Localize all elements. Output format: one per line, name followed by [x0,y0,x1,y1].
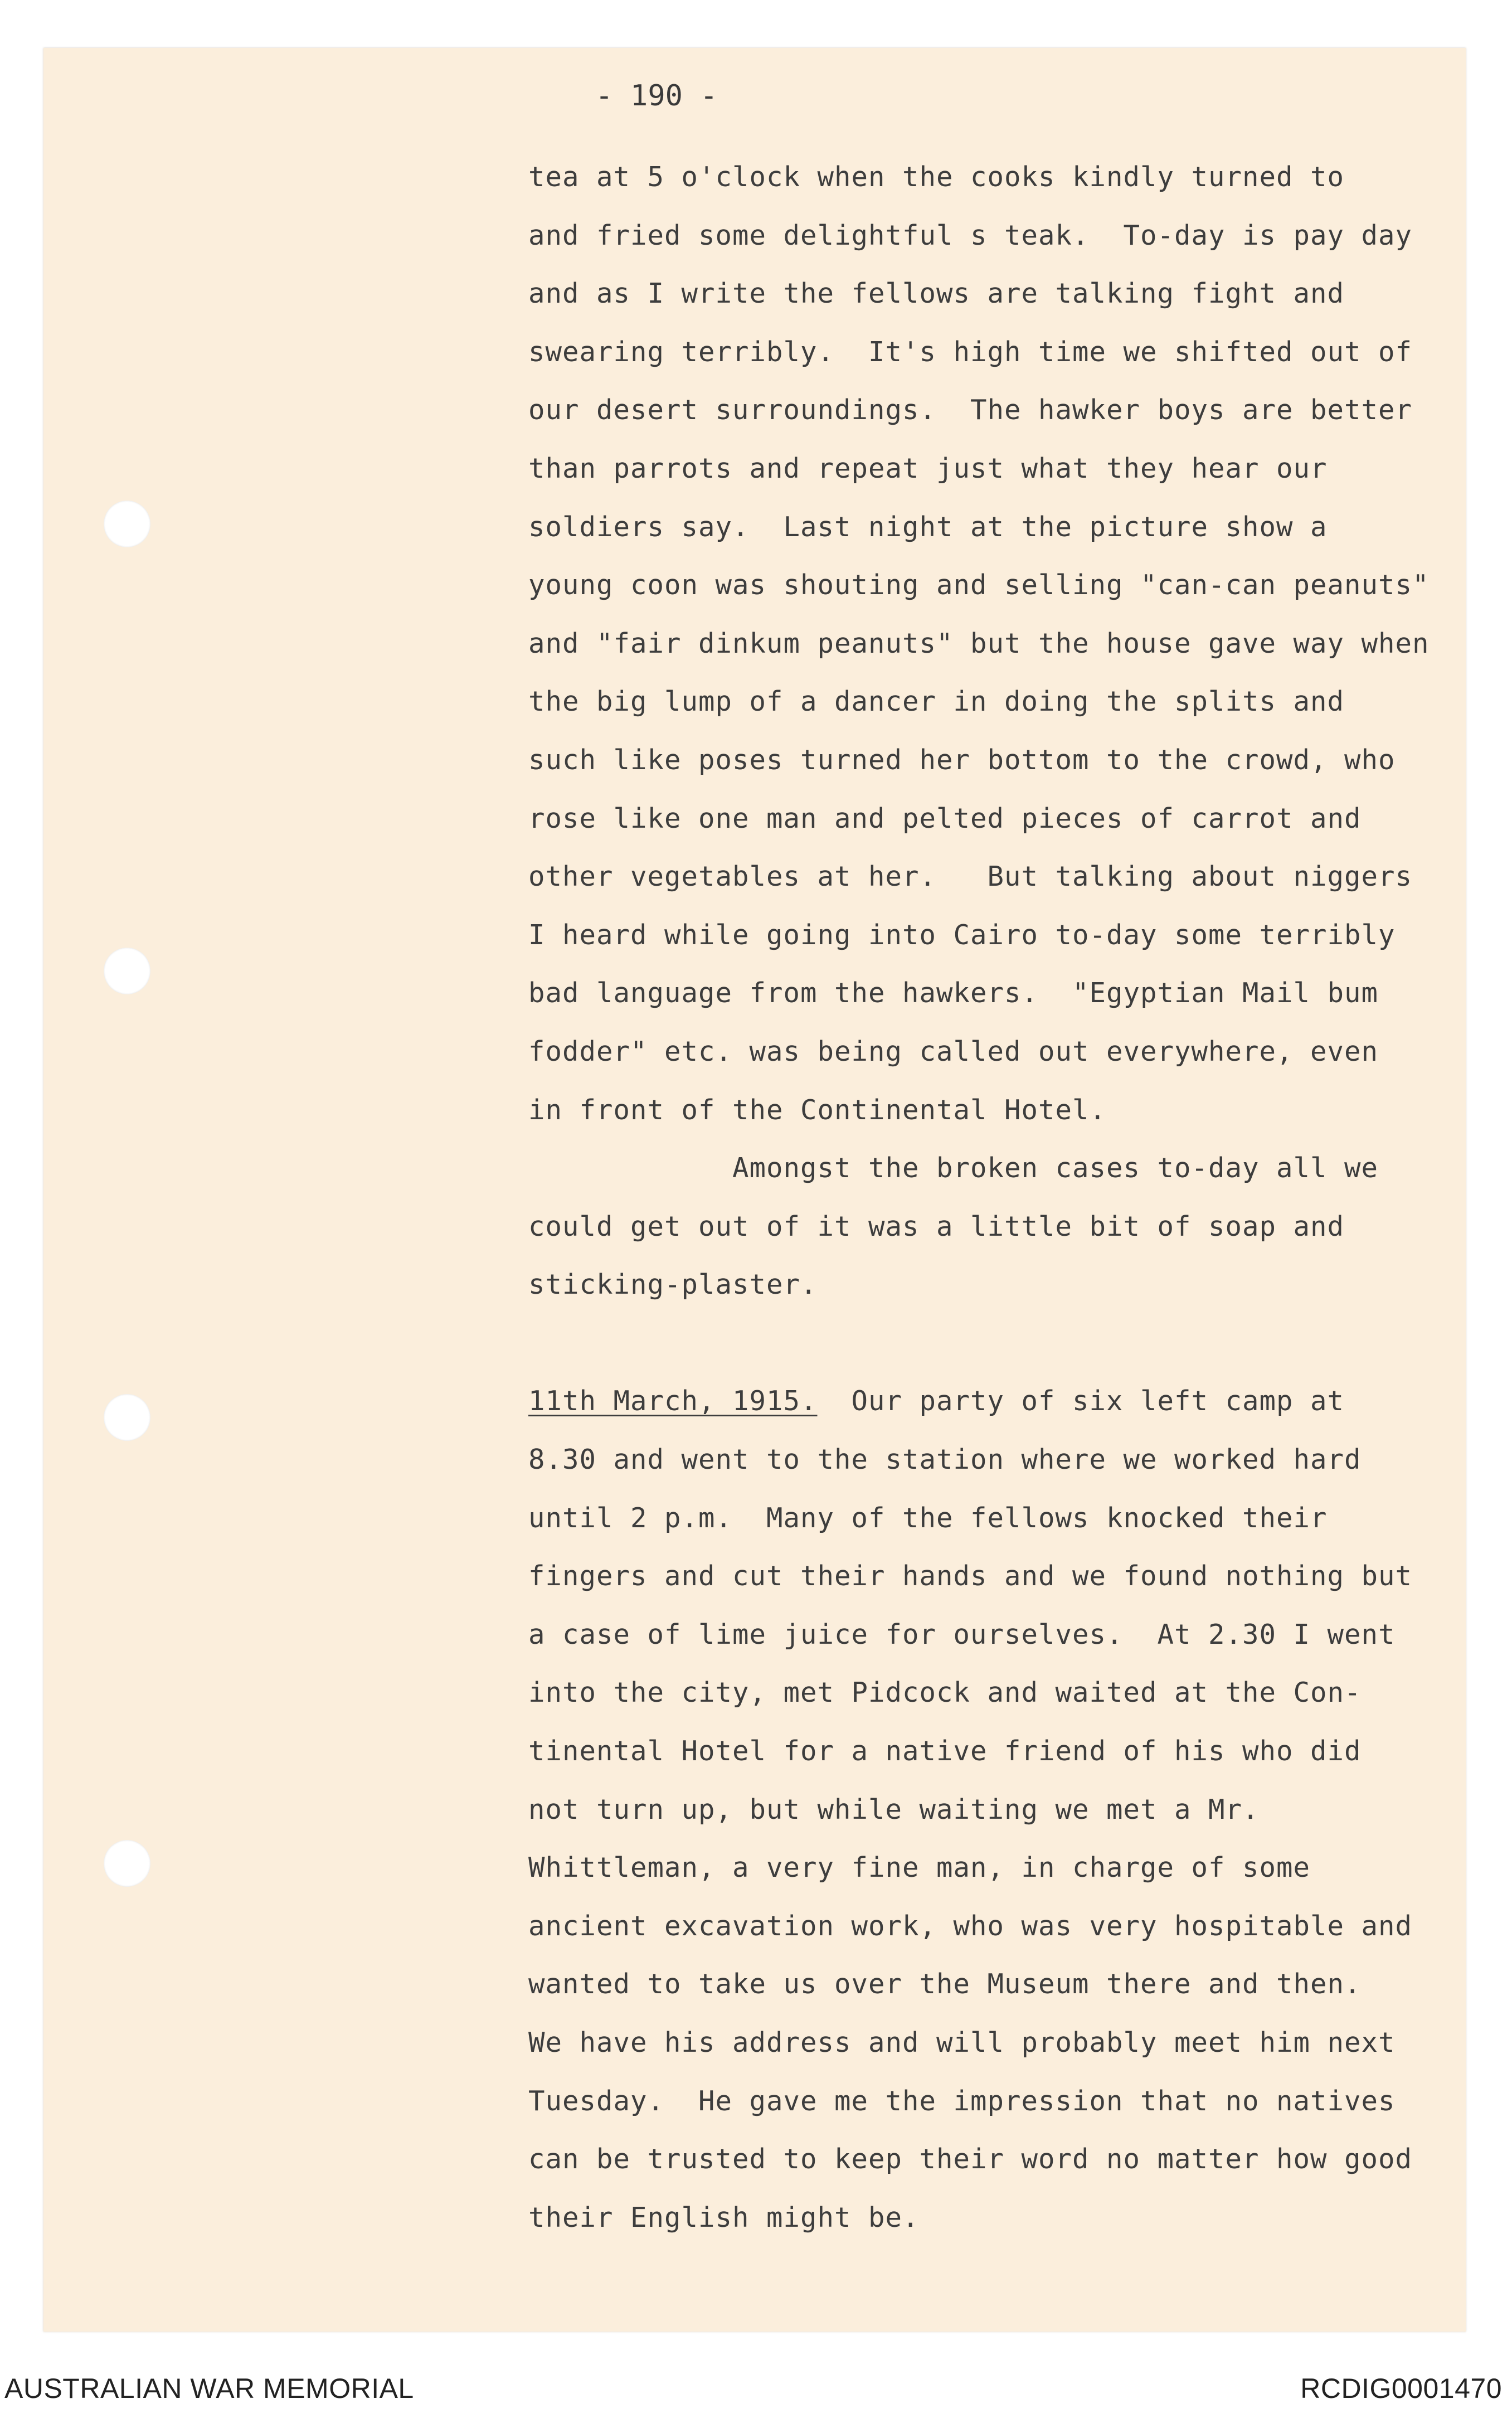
text-line: 8.30 and went to the station where we worked hard [528,1444,1362,1476]
paragraph-1 [528,148,1465,1139]
text-line: and as I write the fellows are talking fight and [528,278,1345,310]
footer-institution: AUSTRALIAN WAR MEMORIAL [4,2373,414,2404]
text-line: could get out of it was a little bit of soap and [528,1210,1345,1242]
punch-hole [104,1840,150,1887]
text-line: Tuesday. He gave me the impression that no natives [528,2085,1396,2117]
text-line: young coon was shouting and selling "can-can peanuts" [528,569,1430,601]
punch-hole [104,501,150,547]
text-line: other vegetables at her. But talking about niggers [528,861,1413,893]
punch-hole [104,948,150,994]
text-segment: Our party of six left camp at [817,1385,1345,1417]
footer-catalog-id: RCDIG0001470 [1300,2373,1502,2404]
text-line: not turn up, but while waiting we met a Mr. [528,1793,1260,1825]
text-line: tea at 5 o'clock when the cooks kindly turned to [528,161,1345,193]
text-line: and fried some delightful s teak. To-day is pay day [528,219,1413,251]
text-line: fodder" etc. was being called out everywhere, even [528,1035,1379,1067]
text-line: until 2 p.m. Many of the fellows knocked their [528,1502,1328,1534]
text-line: than parrots and repeat just what they hear our [528,452,1328,484]
text-line: Whittleman, a very fine man, in charge of some [528,1852,1311,1884]
text-line: fingers and cut their hands and we found nothing but [528,1560,1413,1592]
entry-date: 11th March, 1915. [528,1385,818,1417]
punch-hole [104,1394,150,1441]
page-number: - 190 - [595,79,718,113]
text-line: can be trusted to keep their word no matter how good [528,2143,1413,2176]
paragraph-gap [528,1314,1465,1373]
text-line: tinental Hotel for a native friend of his who did [528,1735,1362,1768]
text-line: their English might be. [528,2201,920,2234]
text-line: soldiers say. Last night at the picture show a [528,511,1328,543]
text-line: swearing terribly. It's high time we shifted out of [528,336,1413,368]
text-line: our desert surroundings. The hawker boys are better [528,394,1413,426]
text-line: sticking-plaster. [528,1269,818,1301]
text-line: in front of the Continental Hotel. [528,1094,1107,1126]
text-line: We have his address and will probably meet him next [528,2027,1396,2058]
text-line: into the city, met Pidcock and waited at the Con- [528,1677,1362,1709]
text-line: and "fair dinkum peanuts" but the house gave way when [528,627,1430,659]
text-line: wanted to take us over the Museum there and then. [528,1968,1362,2001]
text-line: such like poses turned her bottom to the crowd, who [528,744,1396,776]
text-line: ancient excavation work, who was very hospitable and [528,1910,1413,1942]
text-line: the big lump of a dancer in doing the splits and [528,686,1345,718]
text-line: rose like one man and pelted pieces of carrot and [528,802,1362,834]
text-line: Amongst the broken cases to-day all we [528,1152,1379,1184]
typed-text [528,148,1465,2247]
document-page [43,48,1466,2332]
entry-first-line [528,1372,1465,1431]
diary-entry [528,1372,1465,2247]
text-line: bad language from the hawkers. "Egyptian Mail bum [528,977,1379,1009]
text-line: a case of lime juice for ourselves. At 2.30 I went [528,1618,1396,1650]
text-line: I heard while going into Cairo to-day some terribly [528,919,1396,951]
paragraph-2 [528,1139,1465,1314]
